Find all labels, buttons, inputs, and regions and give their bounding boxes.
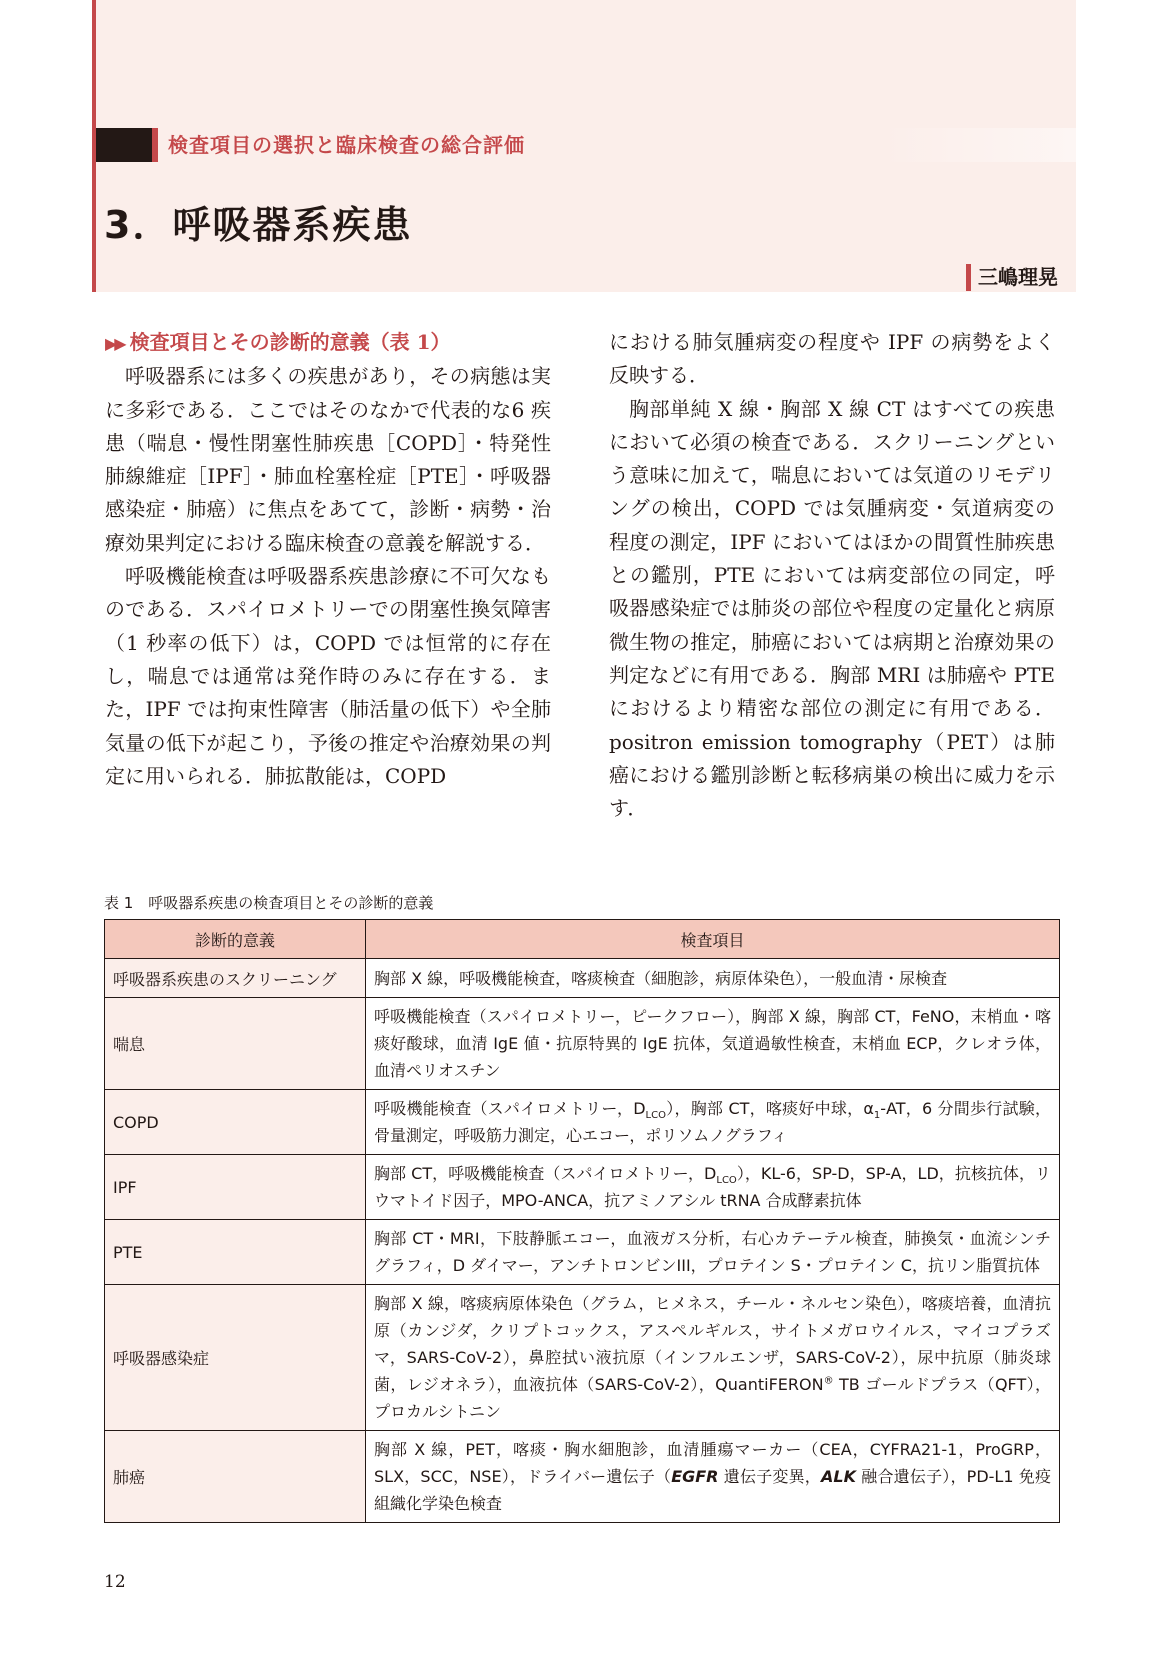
items-text: 融合遺伝子），PD-L1 免疫組織化学染色検査	[374, 1467, 1052, 1513]
table-row	[105, 1285, 1060, 1431]
section-bar-accent	[152, 128, 158, 162]
body-column-right	[609, 326, 1055, 825]
table-header-row	[105, 920, 1060, 959]
superscript-text: ®	[823, 1375, 834, 1387]
category-cell: PTE	[105, 1220, 366, 1285]
category-cell: 肺癌	[105, 1431, 366, 1523]
gene-name: ALK	[821, 1467, 856, 1486]
items-text: -AT，6 分間歩行試験，骨量測定，呼吸筋力測定，心エコー，ポリソムノグラフィ	[374, 1099, 1051, 1145]
table-row	[105, 1431, 1060, 1523]
items-cell	[366, 1431, 1060, 1523]
category-cell: IPF	[105, 1155, 366, 1220]
items-cell	[366, 1155, 1060, 1220]
table-row	[105, 1220, 1060, 1285]
table-row	[105, 959, 1060, 998]
paragraph: 胸部単純 X 線・胸部 X 線 CT はすべての疾患において必須の検査である．スクリーニングという意味に加えて，喘息においては気道のリモデリングの検出，COPD では気腫病変・気道病変の程度の測定，IPF においてはほかの間質性肺疾患との鑑別，PTE においては病変部位の同定，呼吸器感染症では肺炎の部位や程度の定量化と病原微生物の推定，肺癌においては病期と治療効果の判定などに有用である．胸部 MRI は肺癌や PTE におけるより精密な部位の測定に有用である．positron emission tomography（PET）は肺癌における鑑別診断と転移病巣の検出に威力を示す．	[609, 396, 1055, 821]
subscript-text: LCO	[645, 1110, 666, 1122]
items-text: 呼吸機能検査（スパイロメトリー，D	[374, 1099, 646, 1118]
category-cell: 呼吸器感染症	[105, 1285, 366, 1431]
gene-name: EGFR	[671, 1467, 719, 1486]
body-column-left	[105, 326, 551, 793]
items-cell	[366, 1090, 1060, 1155]
items-text: 遺伝子変異，	[718, 1467, 821, 1486]
items-cell	[366, 1285, 1060, 1431]
category-cell: 喘息	[105, 998, 366, 1090]
author-name: 三嶋理晃	[978, 265, 1058, 289]
table-row	[105, 998, 1060, 1090]
subheading	[105, 326, 551, 360]
page-number: 12	[104, 1572, 126, 1592]
subheading-text: 検査項目とその診断的意義（表 1）	[129, 330, 451, 354]
section-label: 検査項目の選択と臨床検査の総合評価	[168, 133, 525, 157]
table-row	[105, 1155, 1060, 1220]
items-cell: 呼吸機能検査（スパイロメトリー，ピークフロー），胸部 X 線，胸部 CT，FeNO，末梢血・喀痰好酸球，血清 IgE 値・抗原特異的 IgE 抗体，気道過敏性検査，末梢血 ECP，クレオラ体，血清ペリオスチン	[366, 998, 1060, 1090]
double-triangle-icon: ▶▶	[105, 334, 124, 353]
items-text: 胸部 X 線，喀痰病原体染色（グラム，ヒメネス，チール・ネルセン染色），喀痰培養，血清抗原（カンジダ，クリプトコックス，アスペルギルス，サイトメガロウイルス，マイコプラズマ，SARS-CoV-2），鼻腔拭い液抗原（インフルエンザ，SARS-CoV-2），尿中抗原（肺炎球菌，レジオネラ），血液抗体（SARS-CoV-2），QuantiFERON	[374, 1294, 1051, 1394]
category-cell: 呼吸器系疾患のスクリーニング	[105, 959, 366, 998]
paragraph: における肺気腫病変の程度や IPF の病勢をよく反映する．	[609, 330, 1055, 388]
items-text: 胸部 CT，呼吸機能検査（スパイロメトリー，D	[374, 1164, 717, 1183]
column-header: 検査項目	[366, 920, 1060, 959]
author-marker	[966, 264, 971, 291]
table-row	[105, 1090, 1060, 1155]
items-cell: 胸部 X 線，呼吸機能検査，喀痰検査（細胞診，病原体染色），一般血清・尿検査	[366, 959, 1060, 998]
table-caption: 表 1 呼吸器系疾患の検査項目とその診断的意義	[104, 894, 434, 912]
subscript-text: 1	[873, 1110, 881, 1122]
paragraph: 呼吸器系には多くの疾患があり，その病態は実に多彩である．ここではそのなかで代表的な6 疾患（喘息・慢性閉塞性肺疾患［COPD］・特発性肺線維症［IPF］・肺血栓塞栓症［PTE］・呼吸器感染症・肺癌）に焦点をあてて，診断・病勢・治療効果判定における臨床検査の意義を解説する．	[105, 364, 551, 555]
category-cell: COPD	[105, 1090, 366, 1155]
column-header: 診断的意義	[105, 920, 366, 959]
chapter-title: 3．呼吸器系疾患	[104, 203, 413, 247]
items-text: TB ゴールドプラス（QFT），プロカルシトニン	[374, 1375, 1052, 1421]
items-text: 胸部 X 線，PET，喀痰・胸水細胞診，血清腫瘍マーカー（CEA，CYFRA21-1，ProGRP，SLX，SCC，NSE），ドライバー遺伝子（	[374, 1440, 1051, 1486]
items-text: ），胸部 CT，喀痰好中球，α	[665, 1099, 874, 1118]
subscript-text: LCO	[716, 1175, 737, 1187]
paragraph: 呼吸機能検査は呼吸器系疾患診療に不可欠なものである．スパイロメトリーでの閉塞性換気障害（1 秒率の低下）は，COPD では恒常的に存在し，喘息では通常は発作時のみに存在する．また，IPF では拘束性障害（肺活量の低下）や全肺気量の低下が起こり，予後の推定や治療効果の判定に用いられる．肺拡散能は，COPD	[105, 564, 551, 788]
items-cell: 胸部 CT・MRI，下肢静脈エコー，血液ガス分析，右心カテーテル検査，肺換気・血流シンチグラフィ，D ダイマー，アンチトロンビンIII，プロテイン S・プロテイン C，抗リン脂質抗体	[366, 1220, 1060, 1285]
exam-table	[104, 919, 1060, 1523]
items-text: ），KL-6，SP-D，SP-A，LD，抗核抗体，リウマトイド因子，MPO-ANCA，抗アミノアシル tRNA 合成酵素抗体	[374, 1164, 1051, 1210]
section-bar-marker	[96, 128, 152, 162]
